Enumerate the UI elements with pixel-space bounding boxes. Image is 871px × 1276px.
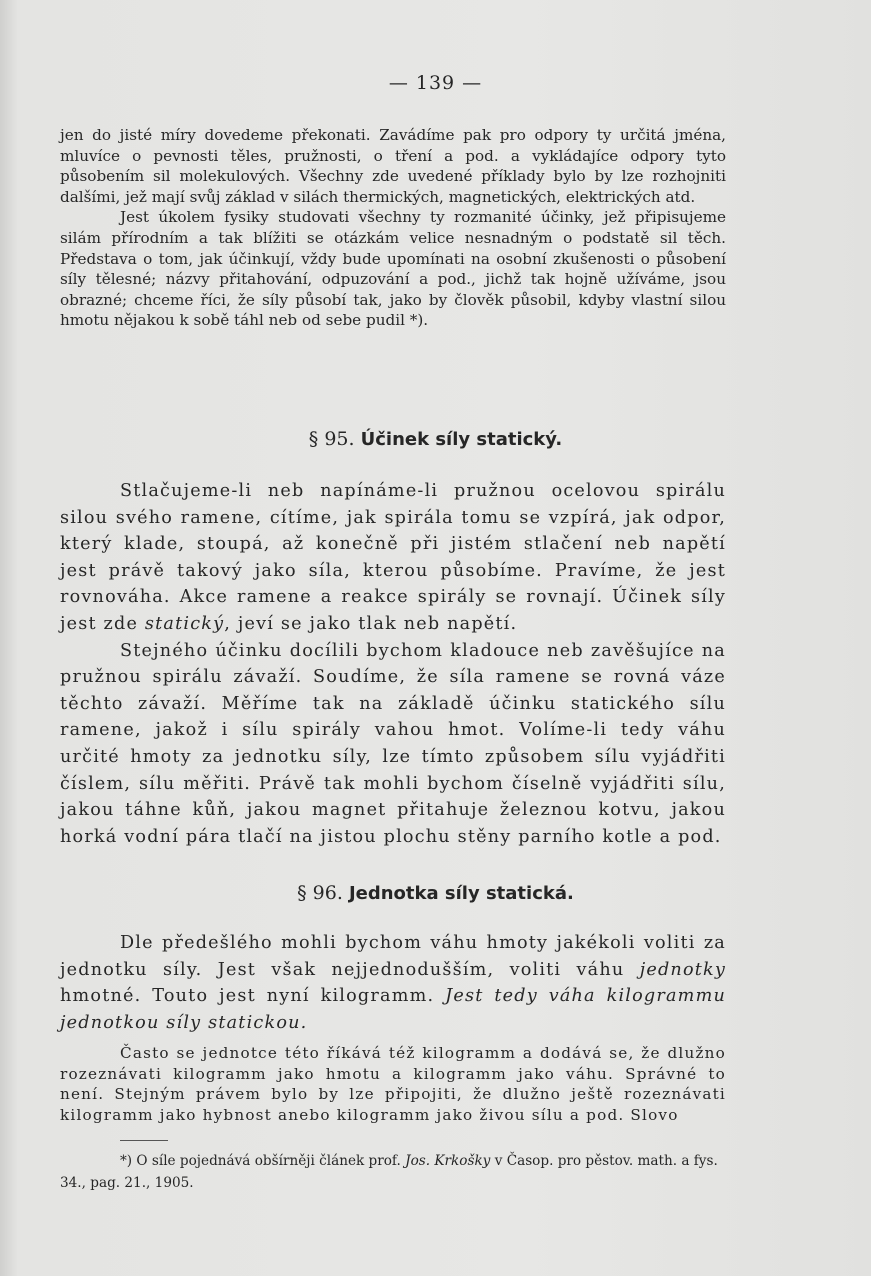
page-number: — 139 — <box>388 72 483 94</box>
intro-text <box>60 125 726 331</box>
section-95-text <box>60 478 726 850</box>
section-96-text <box>60 930 726 1036</box>
footnote-author: Jos. Krkošky <box>405 1153 491 1169</box>
section-number: § 95. <box>308 428 355 450</box>
paragraph: Dle předešlého mohli bychom váhu hmoty jakékoli voliti za jednotku síly. Jest však nejjednodušším, voliti váhu jednotky hmotné. Touto jest nyní kilogramm. Jest tedy váha kilogrammu jednotkou síly statickou. <box>60 933 727 1033</box>
emphasis: statický <box>144 613 225 634</box>
section-title: Jednotka síly statická. <box>348 883 574 904</box>
section-number: § 96. <box>297 882 343 904</box>
section-title: Účinek síly statický. <box>360 429 563 450</box>
emphasis: jednotky <box>639 959 727 980</box>
paragraph: jen do jisté míry dovedeme překonati. Zavádíme pak pro odpory ty určitá jména, mluvíce o pevnosti těles, pružnosti, o tření a pod. a vykládajíce odpory tyto působením sil molekulových. Všechny zde uvedené příklady bylo by lze rozhojniti dalšími, jež mají svůj základ v silách thermických, magnetických, elektrických atd. <box>60 126 726 206</box>
paragraph: Jest úkolem fysiky studovati všechny ty rozmanité účinky, jež připisujeme silám přírodním a tak blížiti se otázkám velice nesnadným o podstatě sil těch. Představa o tom, jak účinkují, vždy bude upomínati na osobní zkušenosti o působení síly tělesné; názvy přitahování, odpuzování a pod., jichž tak hojně užíváme, jsou obrazné; chceme říci, že síly působí tak, jako by člověk působil, kdyby vlastní silou hmotu nějakou k sobě táhl neb od sebe pudil *). <box>60 208 726 330</box>
paragraph: Často se jednotce této říkává též kilogramm a dodává se, že dlužno rozeznávati kilogramm jako hmotu a kilogramm jako váhu. Správné to není. Stejným právem bylo by lze připojiti, že dlužno ještě rozeznávati kilogramm jako hybnost anebo kilogramm jako živou sílu a pod. Slovo <box>60 1044 726 1124</box>
section-96-note <box>60 1043 726 1125</box>
emphasis: Jest tedy váha kilogrammu jednotkou síly statickou. <box>60 986 726 1033</box>
paragraph: Stlačujeme-li neb napínáme-li pružnou ocelovou spirálu silou svého ramene, cítíme, jak spirála tomu se vzpírá, jak odpor, který klade, stoupá, až konečně při jistém stlačení neb napětí jest právě takový jako síla, kterou působíme. Pravíme, že jest rovnováha. Akce ramene a reakce spirály se rovnají. Účinek síly jest zde statický, jeví se jako tlak neb napětí. <box>60 481 726 634</box>
footnote: *) O síle pojednává obšírněji článek prof. Jos. Krkošky v Časop. pro pěstov. math. a fys. 34., pag. 21., 1905. <box>60 1153 718 1191</box>
paragraph: Stejného účinku docílili bychom kladouce neb zavěšujíce na pružnou spirálu závaží. Soudíme, že síla ramene se rovná váze těchto závaží. Měříme tak na základě účinku statického sílu ramene, jakož i sílu spirály vahou hmot. Volíme-li tedy váhu určité hmoty za jednotku síly, lze tímto způsobem sílu vyjádřiti číslem, sílu měřiti. Právě tak mohli bychom číselně vyjádřiti sílu, jakou táhne kůň, jakou magnet přitahuje železnou kotvu, jakou horká vodní pára tlačí na jistou plochu stěny parního kotle a pod. <box>60 640 726 847</box>
footnote-divider <box>120 1140 168 1141</box>
section-heading-95 <box>0 428 871 450</box>
section-heading-96 <box>0 882 871 904</box>
